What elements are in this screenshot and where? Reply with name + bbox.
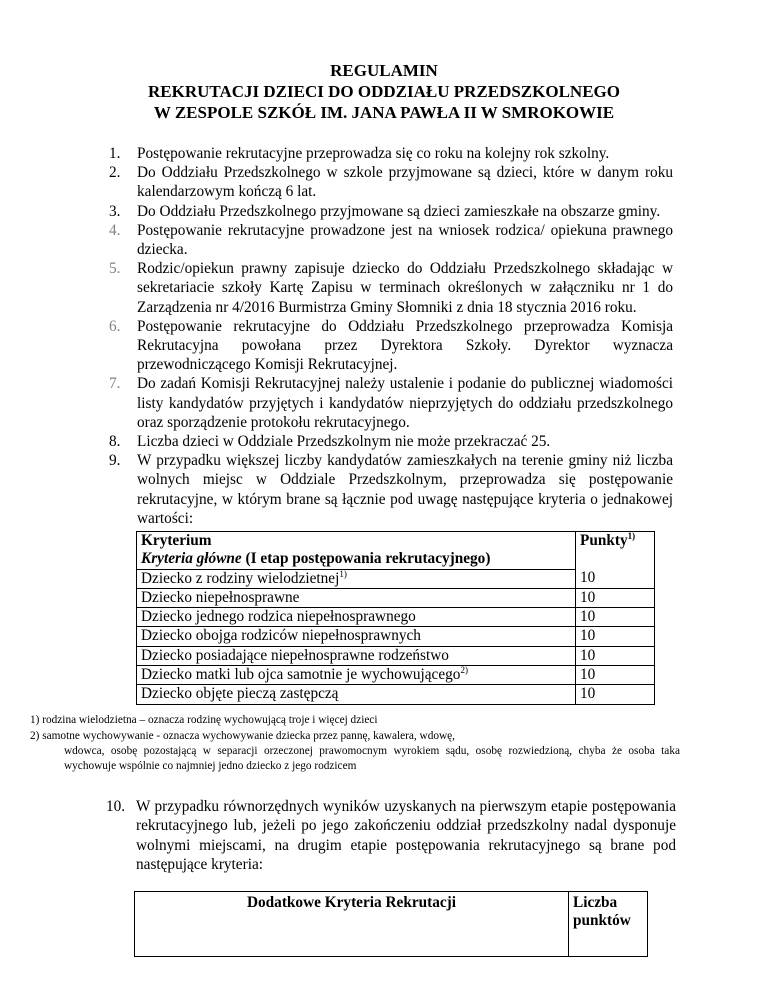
table-row [137,569,655,588]
item-text: Postępowanie rekrutacyjne do Oddziału Przedszkolnego przeprowadza Komisja Rekrutacyjna powołana przez Dyrektora Szkoły. Dyrektor wyznacza przewodniczącego Komisji Rekrutacyjnej. [137,317,673,374]
points-cell: 10 [576,685,655,704]
header-additional-criteria: Dodatkowe Kryteria Rekrutacji [135,892,569,957]
doc-title-line2: REKRUTACJI DZIECI DO ODDZIAŁU PRZEDSZKOLNEGO [148,82,620,101]
points-cell: 10 [576,588,655,607]
main-criteria-table [136,531,655,705]
item-text: W przypadku większej liczby kandydatów zamieszkałych na terenie gminy niż liczba wolnych miejsc w Oddziale Przedszkolnym, przeprowadza się postępowanie rekrutacyjne, w którym brane są łącznie pod uwagę następujące kryteria o jednakowej wartości: [137,452,673,527]
item-number: 1. [109,145,121,162]
list-item [109,144,673,163]
item-text: Do Oddziału Przedszkolnego w szkole przyjmowane są dzieci, które w danym roku kalendarzowym kończą 6 lat. [137,164,673,201]
item-10 [106,797,676,874]
additional-criteria-table [134,891,648,957]
table-row [137,685,655,704]
item-number: 7. [109,375,121,393]
table-row [137,608,655,627]
table-row [137,666,655,685]
section-label [137,550,576,569]
item-text: W przypadku równorzędnych wyników uzyskanych na pierwszym etapie postępowania rekrutacyjnego lub, jeżeli po jego zakończeniu oddział przedszkolny nadal dysponuje wolnymi miejscami, na drugim etapie postępowania rekrutacyjnego są brane pod następujące kryteria: [136,798,676,873]
footnote-2 [30,729,680,774]
item-text: Do zadań Komisji Rekrutacyjnej należy ustalenie i podanie do publicznej wiadomości listy kandydatów przyjętych i kandydatów nieprzyjętych do oddziału przedszkolnego oraz sporządzenie protokołu rekrutacyjnego. [137,375,673,431]
item-number: 10. [106,798,126,815]
item-number: 5. [109,260,121,278]
header-criterion: Kryterium [137,532,576,551]
doc-title-line3: W ZESPOLE SZKÓŁ IM. JANA PAWŁA II W SMROKOWIE [153,103,615,122]
criterion-cell [137,627,576,646]
criterion-label: Dziecko z rodziny wielodzietnej [141,569,340,587]
criterion-cell [137,646,576,665]
criterion-label: Dziecko obojga rodziców niepełnosprawnych [141,627,421,645]
points-cell: 10 [576,608,655,627]
criterion-label: Dziecko posiadające niepełnosprawne rodzeństwo [141,646,449,664]
points-cell: 10 [576,627,655,646]
header-points [576,532,655,570]
criterion-sup: 2) [460,664,468,675]
item-number: 3. [109,202,121,220]
list-item [109,163,673,201]
item-text: Postępowanie rekrutacyjne przeprowadza się co roku na kolejny rok szkolny. [137,145,610,162]
criterion-cell [137,608,576,627]
list-item [109,202,673,221]
list-item [109,432,673,451]
section-label-rest: (I etap postępowania rekrutacyjnego) [241,550,491,568]
item-number: 6. [109,317,121,335]
footnote-2-rest: wdowca, osobę pozostającą w separacji orzeczonej prawomocnym wyrokiem sądu, osobę rozwiedzioną, chyba że osoba taka wychowuje wspólnie co najmniej jedno dziecko z jego rodzicem [64,745,680,772]
points-cell: 10 [576,646,655,665]
criterion-cell [137,685,576,704]
criterion-label: Dziecko jednego rodzica niepełnosprawnego [141,608,416,626]
table-row [137,646,655,665]
footnote-2-first: 2) samotne wychowywanie - oznacza wychowywanie dziecka przez pannę, kawalera, wdowę, [30,730,456,742]
criterion-sup: 1) [339,568,347,579]
criterion-label: Dziecko matki lub ojca samotnie je wychowującego [141,666,461,684]
list-item [109,259,673,317]
item-number: 4. [109,221,121,239]
item-text: Do Oddziału Przedszkolnego przyjmowane są dzieci zamieszkałe na obszarze gminy. [137,202,661,220]
item-text: Liczba dzieci w Oddziale Przedszkolnym nie może przekraczać 25. [137,433,551,451]
criterion-cell [137,588,576,607]
item-text: Postępowanie rekrutacyjne prowadzone jest na wniosek rodzica/ opiekuna prawnego dziecka. [137,221,673,259]
list-item [109,374,673,432]
header-points-sup: 1) [627,530,636,541]
item-number: 8. [109,433,121,451]
list-item [109,221,673,259]
criterion-label: Dziecko niepełnosprawne [141,588,300,606]
criterion-cell [137,569,576,588]
list-item [109,317,673,375]
item-text: Rodzic/opiekun prawny zapisuje dziecko do Oddziału Przedszkolnego składając w sekretariacie szkoły Kartę Zapisu w terminach określonych w załączniku nr 1 do Zarządzenia nr 4/2016 Burmistrza Gminy Słomniki z dnia 18 stycznia 2016 roku. [137,260,673,316]
criterion-label: Dziecko objęte pieczą zastępczą [141,685,339,703]
table-row [137,627,655,646]
table-row [135,892,648,957]
item-number: 2. [109,164,121,182]
table-row [137,588,655,607]
points-cell: 10 [576,666,655,685]
regulation-list [109,144,673,528]
header-points-count: Liczba punktów [569,892,648,957]
list-item [109,451,673,528]
header-points-label: Punkty [580,532,628,549]
section-label-italic: Kryteria główne [141,550,242,568]
criterion-cell [137,666,576,685]
footnote-1: 1) rodzina wielodzietna – oznacza rodzinę wychowującą troje i więcej dzieci [30,714,378,726]
points-cell: 10 [576,569,655,588]
item-number: 9. [109,452,121,470]
doc-title-line1: REGULAMIN [330,61,438,80]
